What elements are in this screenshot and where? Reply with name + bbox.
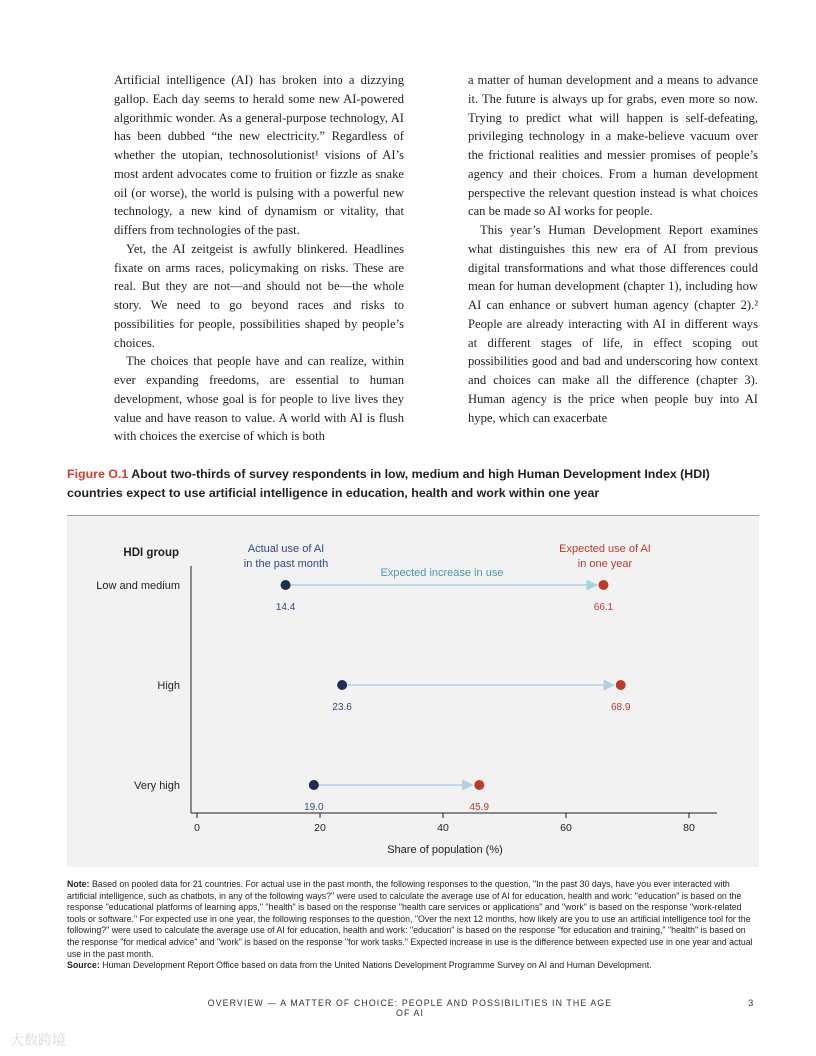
paragraph: a matter of human development and a means to advance it. The future is always up for grabs, even more so now. Trying to predict what will happen is self-defeating, privileging technology in a make-believe vacuum over the frictional realities and messier promises of people’s agency and their choices. From a human development perspective the relevant question instead is what choices can be made so AI works for people. [468,73,758,219]
increase-annotation: Expected increase in use [380,567,504,579]
actual-dot [309,780,319,790]
legend-expected-line1: Expected use of AI [559,543,651,555]
source [67,960,759,972]
expected-dot [474,780,484,790]
x-tick-label: 20 [314,822,326,834]
paragraph: Artificial intelligence (AI) has broken into a dizzying gallop. Each day seems to herald some new AI-powered algorithmic wonder. As a general-purpose technology, AI has been dubbed “the new electricity.” Regardless of whether the utopian, technosolutionist¹ visions of AI’s most ardent advocates come to fruition or fizzle as snake oil (or worse), the world is pulsing with a powerful new technology, a new kind of dynamism or vitality, that differs from technologies of the past. [114,73,404,237]
dumbbell-chart [67,516,759,867]
source-label: Source: [67,960,100,971]
actual-dot [281,580,291,590]
watermark: 大数跨境 [10,1032,66,1048]
y-header: HDI group [123,547,179,559]
note-text: Based on pooled data for 21 countries. For actual use in the past month, the following responses to the question, "In the past 30 days, have you ever interacted with artificial intelligence, such as chatbots, in any of the following ways?" were used to calculate the average use of AI for education, health and work: "education" is based on the response "educational platforms of learning apps," "health" is based on the response "health care services or applications" and "work" is based on the response "work-related tools or software." For expected use in one year, the following responses to the question, "Over the next 12 months, how likely are you to use an artificial intelligence tool for the following?" were used to calculate the average use of AI for education, health and work: "education" is based on the response "for education and training," "health" is based on the response "for medical advice" and "work" is based on the response "for work tasks." Expected increase in use is the difference between expected use in one year and actual use in the past month. [67,879,753,959]
category-label: Low and medium [96,580,180,592]
legend-actual-line2: in the past month [243,558,329,570]
expected-value-label: 45.9 [469,802,490,813]
running-footer: OVERVIEW — A MATTER OF CHOICE: PEOPLE AND POSSIBILITIES IN THE AGE OF AI [207,998,613,1018]
source-text: Human Development Report Office based on data from the United Nations Development Programme Survey on AI and Human Development. [102,960,652,971]
figure-notes [67,879,759,972]
actual-value-label: 19.0 [304,802,324,813]
page-number: 3 [748,998,754,1009]
x-axis-label: Share of population (%) [387,844,503,856]
legend-actual-line1: Actual use of AI [247,543,325,555]
paragraph: Yet, the AI zeitgeist is awfully blinkered. Headlines fixate on arms races, policymaking on risks. These are real. But they are not—and should not be—the whole story. We need to go beyond races and risks to possibilities for people, possibilities shaped by people’s choices. [114,241,404,350]
paragraph: This year’s Human Development Report examines what distinguishes this new era of AI from previous digital transformations and what those differences could mean for human development (chapter 1), including how AI can enhance or subvert human agency (chapter 2).² People are already interacting with AI in different ways at different stages of life, in effect scoping out possibilities good and bad and underscoring how context and choices can make all the difference (chapter 3). Human agency is the price when people buy into AI hype, which can exacerbate [468,223,758,425]
expected-dot [616,680,626,690]
category-label: Very high [134,780,180,792]
body-column-left [114,71,404,446]
actual-value-label: 14.4 [275,602,296,613]
expected-dot [599,580,609,590]
paragraph: The choices that people have and can realize, within ever expanding freedoms, are essential to human development, whose goal is for people to live lives they value and have reason to value. A world with AI is flush with choices the exercise of which is both [114,354,404,444]
note [67,879,759,960]
figure-caption: About two-thirds of survey respondents in low, medium and high Human Development Index (HDI) countries expect to use artificial intelligence in education, health and work within one year [67,467,710,500]
x-tick-label: 80 [683,822,695,834]
figure-title [67,465,767,503]
figure-label: Figure O.1 [67,467,129,481]
note-label: Note: [67,879,90,889]
legend-expected-line2: in one year [577,558,633,570]
x-ticks [194,813,695,834]
expected-value-label: 66.1 [593,602,614,613]
x-tick-label: 40 [437,822,449,834]
body-column-right [468,71,758,427]
chart-rows [96,580,631,813]
actual-value-label: 23.6 [332,702,352,713]
category-label: High [157,680,180,692]
x-tick-label: 0 [194,822,200,834]
expected-value-label: 68.9 [611,702,631,713]
x-tick-label: 60 [560,822,572,834]
actual-dot [337,680,347,690]
